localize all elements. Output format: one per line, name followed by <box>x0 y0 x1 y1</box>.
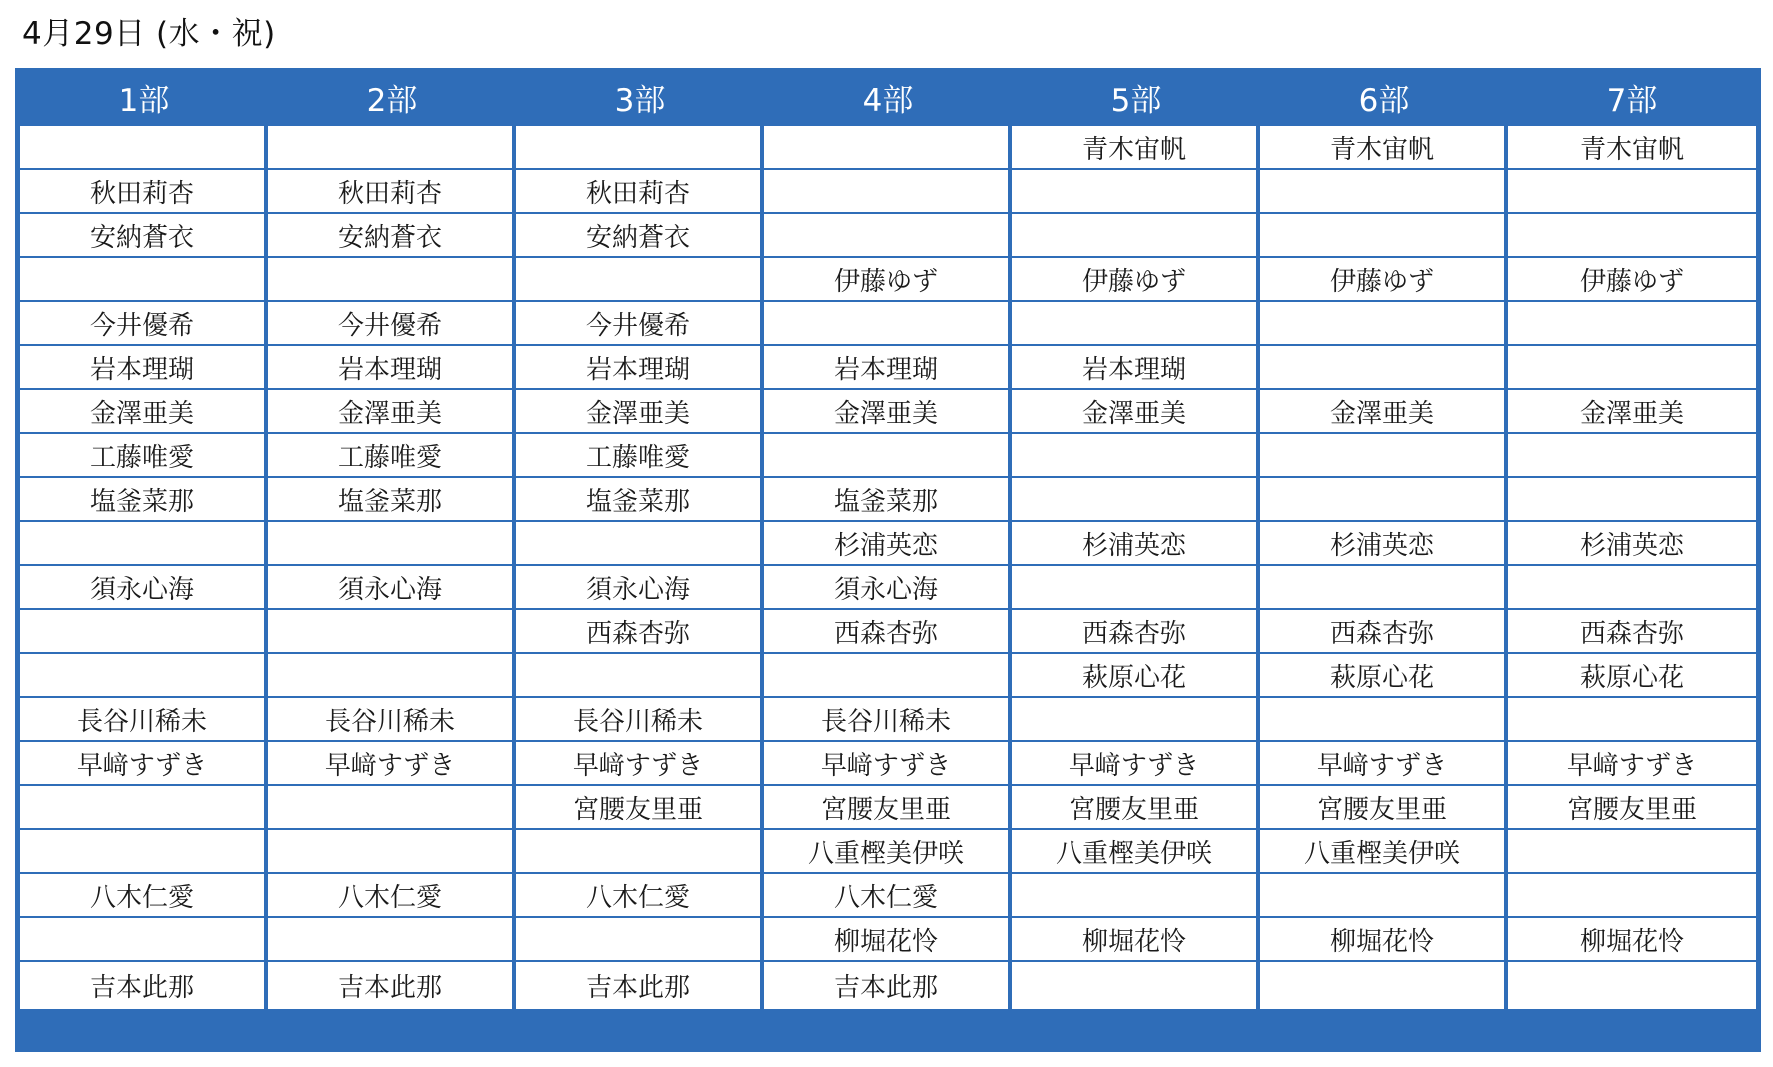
schedule-cell <box>20 786 268 830</box>
schedule-cell: 早﨑すずき <box>1012 742 1260 786</box>
schedule-cell: 伊藤ゆず <box>1012 258 1260 302</box>
schedule-cell <box>1508 434 1756 478</box>
schedule-cell: 岩本理瑚 <box>1012 346 1260 390</box>
schedule-cell: 早﨑すずき <box>20 742 268 786</box>
table-row <box>20 126 1756 170</box>
table-row <box>20 170 1756 214</box>
schedule-cell <box>1012 214 1260 258</box>
schedule-table <box>20 68 1756 1009</box>
schedule-cell <box>1508 302 1756 346</box>
schedule-cell <box>1508 346 1756 390</box>
schedule-cell: 杉浦英恋 <box>1260 522 1508 566</box>
schedule-cell <box>1508 874 1756 918</box>
table-row <box>20 918 1756 962</box>
schedule-cell <box>1012 302 1260 346</box>
schedule-cell: 長谷川稀未 <box>516 698 764 742</box>
schedule-cell: 柳堀花怜 <box>764 918 1012 962</box>
schedule-cell: 西森杏弥 <box>764 610 1012 654</box>
schedule-cell: 宮腰友里亜 <box>516 786 764 830</box>
schedule-cell: 八重樫美伊咲 <box>1012 830 1260 874</box>
schedule-cell: 金澤亜美 <box>268 390 516 434</box>
schedule-cell: 金澤亜美 <box>516 390 764 434</box>
schedule-cell <box>764 654 1012 698</box>
table-row <box>20 434 1756 478</box>
schedule-cell: 宮腰友里亜 <box>1012 786 1260 830</box>
table-row <box>20 346 1756 390</box>
column-header-7: 7部 <box>1508 68 1756 126</box>
schedule-cell <box>764 170 1012 214</box>
schedule-cell <box>764 434 1012 478</box>
schedule-cell: 早﨑すずき <box>1508 742 1756 786</box>
schedule-cell: 安納蒼衣 <box>20 214 268 258</box>
schedule-cell: 萩原心花 <box>1012 654 1260 698</box>
schedule-cell <box>1012 170 1260 214</box>
schedule-cell <box>20 654 268 698</box>
schedule-cell <box>268 610 516 654</box>
table-row <box>20 654 1756 698</box>
schedule-cell <box>764 214 1012 258</box>
schedule-cell: 吉本此那 <box>516 962 764 1009</box>
schedule-cell: 早﨑すずき <box>1260 742 1508 786</box>
schedule-cell <box>20 126 268 170</box>
schedule-cell <box>1260 478 1508 522</box>
schedule-cell: 萩原心花 <box>1260 654 1508 698</box>
column-header-6: 6部 <box>1260 68 1508 126</box>
schedule-cell: 塩釜菜那 <box>516 478 764 522</box>
table-row <box>20 214 1756 258</box>
schedule-cell <box>1508 830 1756 874</box>
schedule-cell: 宮腰友里亜 <box>1508 786 1756 830</box>
schedule-cell: 塩釜菜那 <box>764 478 1012 522</box>
schedule-cell <box>1508 698 1756 742</box>
schedule-cell <box>1260 170 1508 214</box>
schedule-cell <box>20 610 268 654</box>
schedule-cell <box>516 126 764 170</box>
schedule-cell <box>764 126 1012 170</box>
schedule-table-frame <box>15 68 1761 1052</box>
schedule-cell: 金澤亜美 <box>1260 390 1508 434</box>
schedule-cell <box>268 522 516 566</box>
schedule-cell <box>1260 302 1508 346</box>
schedule-cell <box>1260 566 1508 610</box>
schedule-cell <box>1508 478 1756 522</box>
schedule-cell: 柳堀花怜 <box>1260 918 1508 962</box>
schedule-cell: 八木仁愛 <box>20 874 268 918</box>
schedule-cell <box>268 830 516 874</box>
schedule-cell: 工藤唯愛 <box>516 434 764 478</box>
schedule-cell: 安納蒼衣 <box>516 214 764 258</box>
schedule-cell: 塩釜菜那 <box>268 478 516 522</box>
schedule-cell: 秋田莉杏 <box>268 170 516 214</box>
schedule-cell: 萩原心花 <box>1508 654 1756 698</box>
schedule-cell: 岩本理瑚 <box>268 346 516 390</box>
table-row <box>20 962 1756 1009</box>
schedule-cell: 宮腰友里亜 <box>1260 786 1508 830</box>
schedule-cell: 吉本此那 <box>764 962 1012 1009</box>
schedule-cell: 長谷川稀未 <box>764 698 1012 742</box>
schedule-cell: 今井優希 <box>268 302 516 346</box>
schedule-cell: 杉浦英恋 <box>1508 522 1756 566</box>
schedule-cell <box>1260 434 1508 478</box>
schedule-cell <box>516 830 764 874</box>
schedule-cell: 八木仁愛 <box>268 874 516 918</box>
schedule-cell <box>516 918 764 962</box>
schedule-cell: 秋田莉杏 <box>516 170 764 214</box>
schedule-cell: 杉浦英恋 <box>1012 522 1260 566</box>
schedule-cell: 八重樫美伊咲 <box>764 830 1012 874</box>
table-row <box>20 390 1756 434</box>
table-row <box>20 874 1756 918</box>
schedule-cell: 岩本理瑚 <box>20 346 268 390</box>
schedule-cell <box>20 830 268 874</box>
header-row <box>20 68 1756 126</box>
schedule-cell <box>1508 214 1756 258</box>
schedule-cell <box>1508 170 1756 214</box>
date-title: 4月29日 (水・祝) <box>22 16 276 52</box>
schedule-cell <box>1260 962 1508 1009</box>
schedule-body <box>20 126 1756 1009</box>
schedule-cell <box>268 786 516 830</box>
schedule-cell: 須永心海 <box>20 566 268 610</box>
table-row <box>20 698 1756 742</box>
schedule-cell: 西森杏弥 <box>1260 610 1508 654</box>
schedule-cell <box>1012 874 1260 918</box>
schedule-cell: 金澤亜美 <box>20 390 268 434</box>
schedule-cell <box>1260 874 1508 918</box>
schedule-cell: 早﨑すずき <box>516 742 764 786</box>
schedule-cell: 青木宙帆 <box>1012 126 1260 170</box>
schedule-cell: 早﨑すずき <box>764 742 1012 786</box>
schedule-cell: 西森杏弥 <box>1508 610 1756 654</box>
column-header-5: 5部 <box>1012 68 1260 126</box>
schedule-cell <box>268 126 516 170</box>
schedule-cell: 伊藤ゆず <box>1508 258 1756 302</box>
table-row <box>20 742 1756 786</box>
table-row <box>20 566 1756 610</box>
schedule-cell <box>1508 962 1756 1009</box>
column-header-1: 1部 <box>20 68 268 126</box>
schedule-cell: 金澤亜美 <box>1012 390 1260 434</box>
schedule-cell: 須永心海 <box>268 566 516 610</box>
table-row <box>20 610 1756 654</box>
schedule-cell <box>1012 698 1260 742</box>
schedule-cell: 工藤唯愛 <box>268 434 516 478</box>
schedule-cell: 吉本此那 <box>268 962 516 1009</box>
schedule-cell <box>1260 214 1508 258</box>
column-header-3: 3部 <box>516 68 764 126</box>
table-row <box>20 478 1756 522</box>
column-header-2: 2部 <box>268 68 516 126</box>
schedule-cell: 八木仁愛 <box>516 874 764 918</box>
schedule-cell: 秋田莉杏 <box>20 170 268 214</box>
schedule-cell: 須永心海 <box>764 566 1012 610</box>
table-row <box>20 830 1756 874</box>
schedule-cell: 長谷川稀未 <box>20 698 268 742</box>
schedule-cell: 須永心海 <box>516 566 764 610</box>
schedule-cell: 今井優希 <box>516 302 764 346</box>
table-row <box>20 522 1756 566</box>
schedule-cell <box>20 258 268 302</box>
schedule-cell <box>516 522 764 566</box>
schedule-cell: 伊藤ゆず <box>1260 258 1508 302</box>
schedule-cell: 岩本理瑚 <box>764 346 1012 390</box>
table-row <box>20 302 1756 346</box>
schedule-cell: 青木宙帆 <box>1260 126 1508 170</box>
schedule-cell: 西森杏弥 <box>1012 610 1260 654</box>
schedule-cell <box>1012 434 1260 478</box>
schedule-cell <box>20 522 268 566</box>
schedule-cell <box>268 654 516 698</box>
schedule-cell: 安納蒼衣 <box>268 214 516 258</box>
table-row <box>20 786 1756 830</box>
schedule-cell: 柳堀花怜 <box>1012 918 1260 962</box>
table-row <box>20 258 1756 302</box>
schedule-cell: 今井優希 <box>20 302 268 346</box>
schedule-cell <box>516 654 764 698</box>
schedule-cell <box>516 258 764 302</box>
schedule-cell <box>1012 478 1260 522</box>
schedule-cell: 吉本此那 <box>20 962 268 1009</box>
schedule-cell: 早﨑すずき <box>268 742 516 786</box>
schedule-cell: 西森杏弥 <box>516 610 764 654</box>
schedule-cell: 青木宙帆 <box>1508 126 1756 170</box>
schedule-cell: 伊藤ゆず <box>764 258 1012 302</box>
schedule-cell: 岩本理瑚 <box>516 346 764 390</box>
schedule-cell: 金澤亜美 <box>764 390 1012 434</box>
schedule-cell <box>764 302 1012 346</box>
schedule-cell <box>1260 698 1508 742</box>
schedule-cell: 塩釜菜那 <box>20 478 268 522</box>
schedule-cell <box>1508 566 1756 610</box>
schedule-cell <box>1012 962 1260 1009</box>
schedule-cell: 工藤唯愛 <box>20 434 268 478</box>
schedule-cell: 金澤亜美 <box>1508 390 1756 434</box>
schedule-cell: 長谷川稀未 <box>268 698 516 742</box>
schedule-cell: 杉浦英恋 <box>764 522 1012 566</box>
schedule-cell: 宮腰友里亜 <box>764 786 1012 830</box>
schedule-cell <box>1012 566 1260 610</box>
schedule-cell: 八木仁愛 <box>764 874 1012 918</box>
schedule-cell: 柳堀花怜 <box>1508 918 1756 962</box>
schedule-cell <box>20 918 268 962</box>
schedule-cell <box>268 258 516 302</box>
schedule-cell <box>268 918 516 962</box>
schedule-cell: 八重樫美伊咲 <box>1260 830 1508 874</box>
schedule-cell <box>1260 346 1508 390</box>
column-header-4: 4部 <box>764 68 1012 126</box>
